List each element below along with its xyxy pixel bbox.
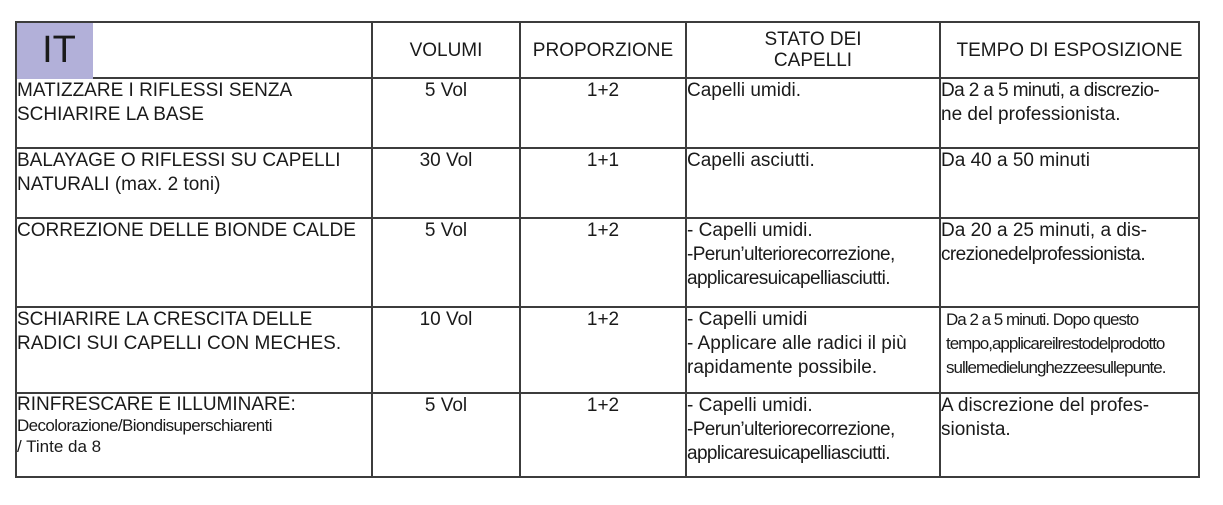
stato-line: - Capelli umidi.: [687, 395, 813, 416]
row-tempo: [940, 393, 1199, 477]
tempo-line: tempo,applicareilrestodelprodotto: [946, 334, 1165, 353]
description-line: BALAYAGE O RIFLESSI SU CAPELLI: [17, 150, 341, 171]
row-volumi: 5 Vol: [372, 218, 520, 307]
stato-line: - Capelli umidi.: [687, 220, 813, 241]
row-tempo: [940, 307, 1199, 393]
language-badge: IT: [17, 23, 93, 79]
row-volumi: 5 Vol: [372, 393, 520, 477]
row-volumi: 10 Vol: [372, 307, 520, 393]
row-stato: [686, 148, 940, 218]
stato-line: - Capelli umidi: [687, 309, 808, 330]
stato-line: Capelli asciutti.: [687, 150, 815, 171]
tempo-line: crezionedelprofessionista.: [941, 244, 1146, 265]
row-proporzione: 1+2: [520, 78, 686, 148]
stato-line: -Perun’ulteriorecorrezione,: [687, 419, 895, 440]
tempo-line: Da 40 a 50 minuti: [941, 150, 1090, 171]
description-line: RINFRESCARE E ILLUMINARE:: [17, 394, 296, 415]
header-row: [16, 22, 1199, 78]
row-description: [16, 78, 372, 148]
header-volumi: VOLUMI: [372, 22, 520, 78]
stato-line: applicaresuicapelliasciutti.: [687, 268, 890, 289]
tempo-line: Da 2 a 5 minuti. Dopo questo: [946, 310, 1139, 329]
stato-line: applicaresuicapelliasciutti.: [687, 443, 890, 464]
tempo-line: sullemedielunghezzeesullepunte.: [946, 358, 1166, 377]
table-row: [16, 393, 1199, 477]
table-row: [16, 307, 1199, 393]
description-line: SCHIARIRE LA CRESCITA DELLE: [17, 309, 313, 330]
language-header-cell: [16, 22, 372, 78]
row-stato: [686, 393, 940, 477]
description-line: / Tinte da 8: [17, 437, 102, 456]
table-row: [16, 218, 1199, 307]
row-proporzione: 1+2: [520, 393, 686, 477]
tempo-line: Da 2 a 5 minuti, a discrezio-: [941, 80, 1160, 101]
tempo-line: ne del professionista.: [941, 104, 1121, 125]
table-row: [16, 78, 1199, 148]
stato-line: - Applicare alle radici il più: [687, 333, 907, 354]
row-proporzione: 1+2: [520, 218, 686, 307]
row-description: [16, 393, 372, 477]
tempo-line: A discrezione del profes-: [941, 395, 1150, 416]
row-stato: [686, 307, 940, 393]
row-proporzione: 1+2: [520, 307, 686, 393]
row-proporzione: 1+1: [520, 148, 686, 218]
stato-line: Capelli umidi.: [687, 80, 802, 101]
header-proporzione: PROPORZIONE: [520, 22, 686, 78]
description-line: Decolorazione/Biondisuperschiarenti: [17, 416, 272, 435]
description-line: MATIZZARE I RIFLESSI SENZA: [17, 80, 293, 101]
header-stato-line1: STATO DEI: [764, 29, 862, 50]
row-stato: [686, 218, 940, 307]
row-tempo: [940, 148, 1199, 218]
description-line: NATURALI (max. 2 toni): [17, 174, 221, 195]
row-volumi: 5 Vol: [372, 78, 520, 148]
description-line: RADICI SUI CAPELLI CON MECHES.: [17, 333, 342, 354]
header-stato: [686, 22, 940, 78]
row-description: [16, 148, 372, 218]
header-stato-line2: CAPELLI: [773, 50, 853, 71]
header-tempo: TEMPO DI ESPOSIZIONE: [940, 22, 1199, 78]
description-line: SCHIARIRE LA BASE: [17, 104, 204, 125]
tempo-line: sionista.: [941, 419, 1011, 440]
row-stato: [686, 78, 940, 148]
row-tempo: [940, 78, 1199, 148]
row-description: [16, 307, 372, 393]
row-tempo: [940, 218, 1199, 307]
stato-line: -Perun’ulteriorecorrezione,: [687, 244, 895, 265]
description-line: CORREZIONE DELLE BIONDE CALDE: [17, 220, 356, 241]
row-volumi: 30 Vol: [372, 148, 520, 218]
stato-line: rapidamente possibile.: [687, 357, 878, 378]
table-row: [16, 148, 1199, 218]
row-description: [16, 218, 372, 307]
instructions-table: [15, 21, 1200, 478]
tempo-line: Da 20 a 25 minuti, a dis-: [941, 220, 1147, 241]
